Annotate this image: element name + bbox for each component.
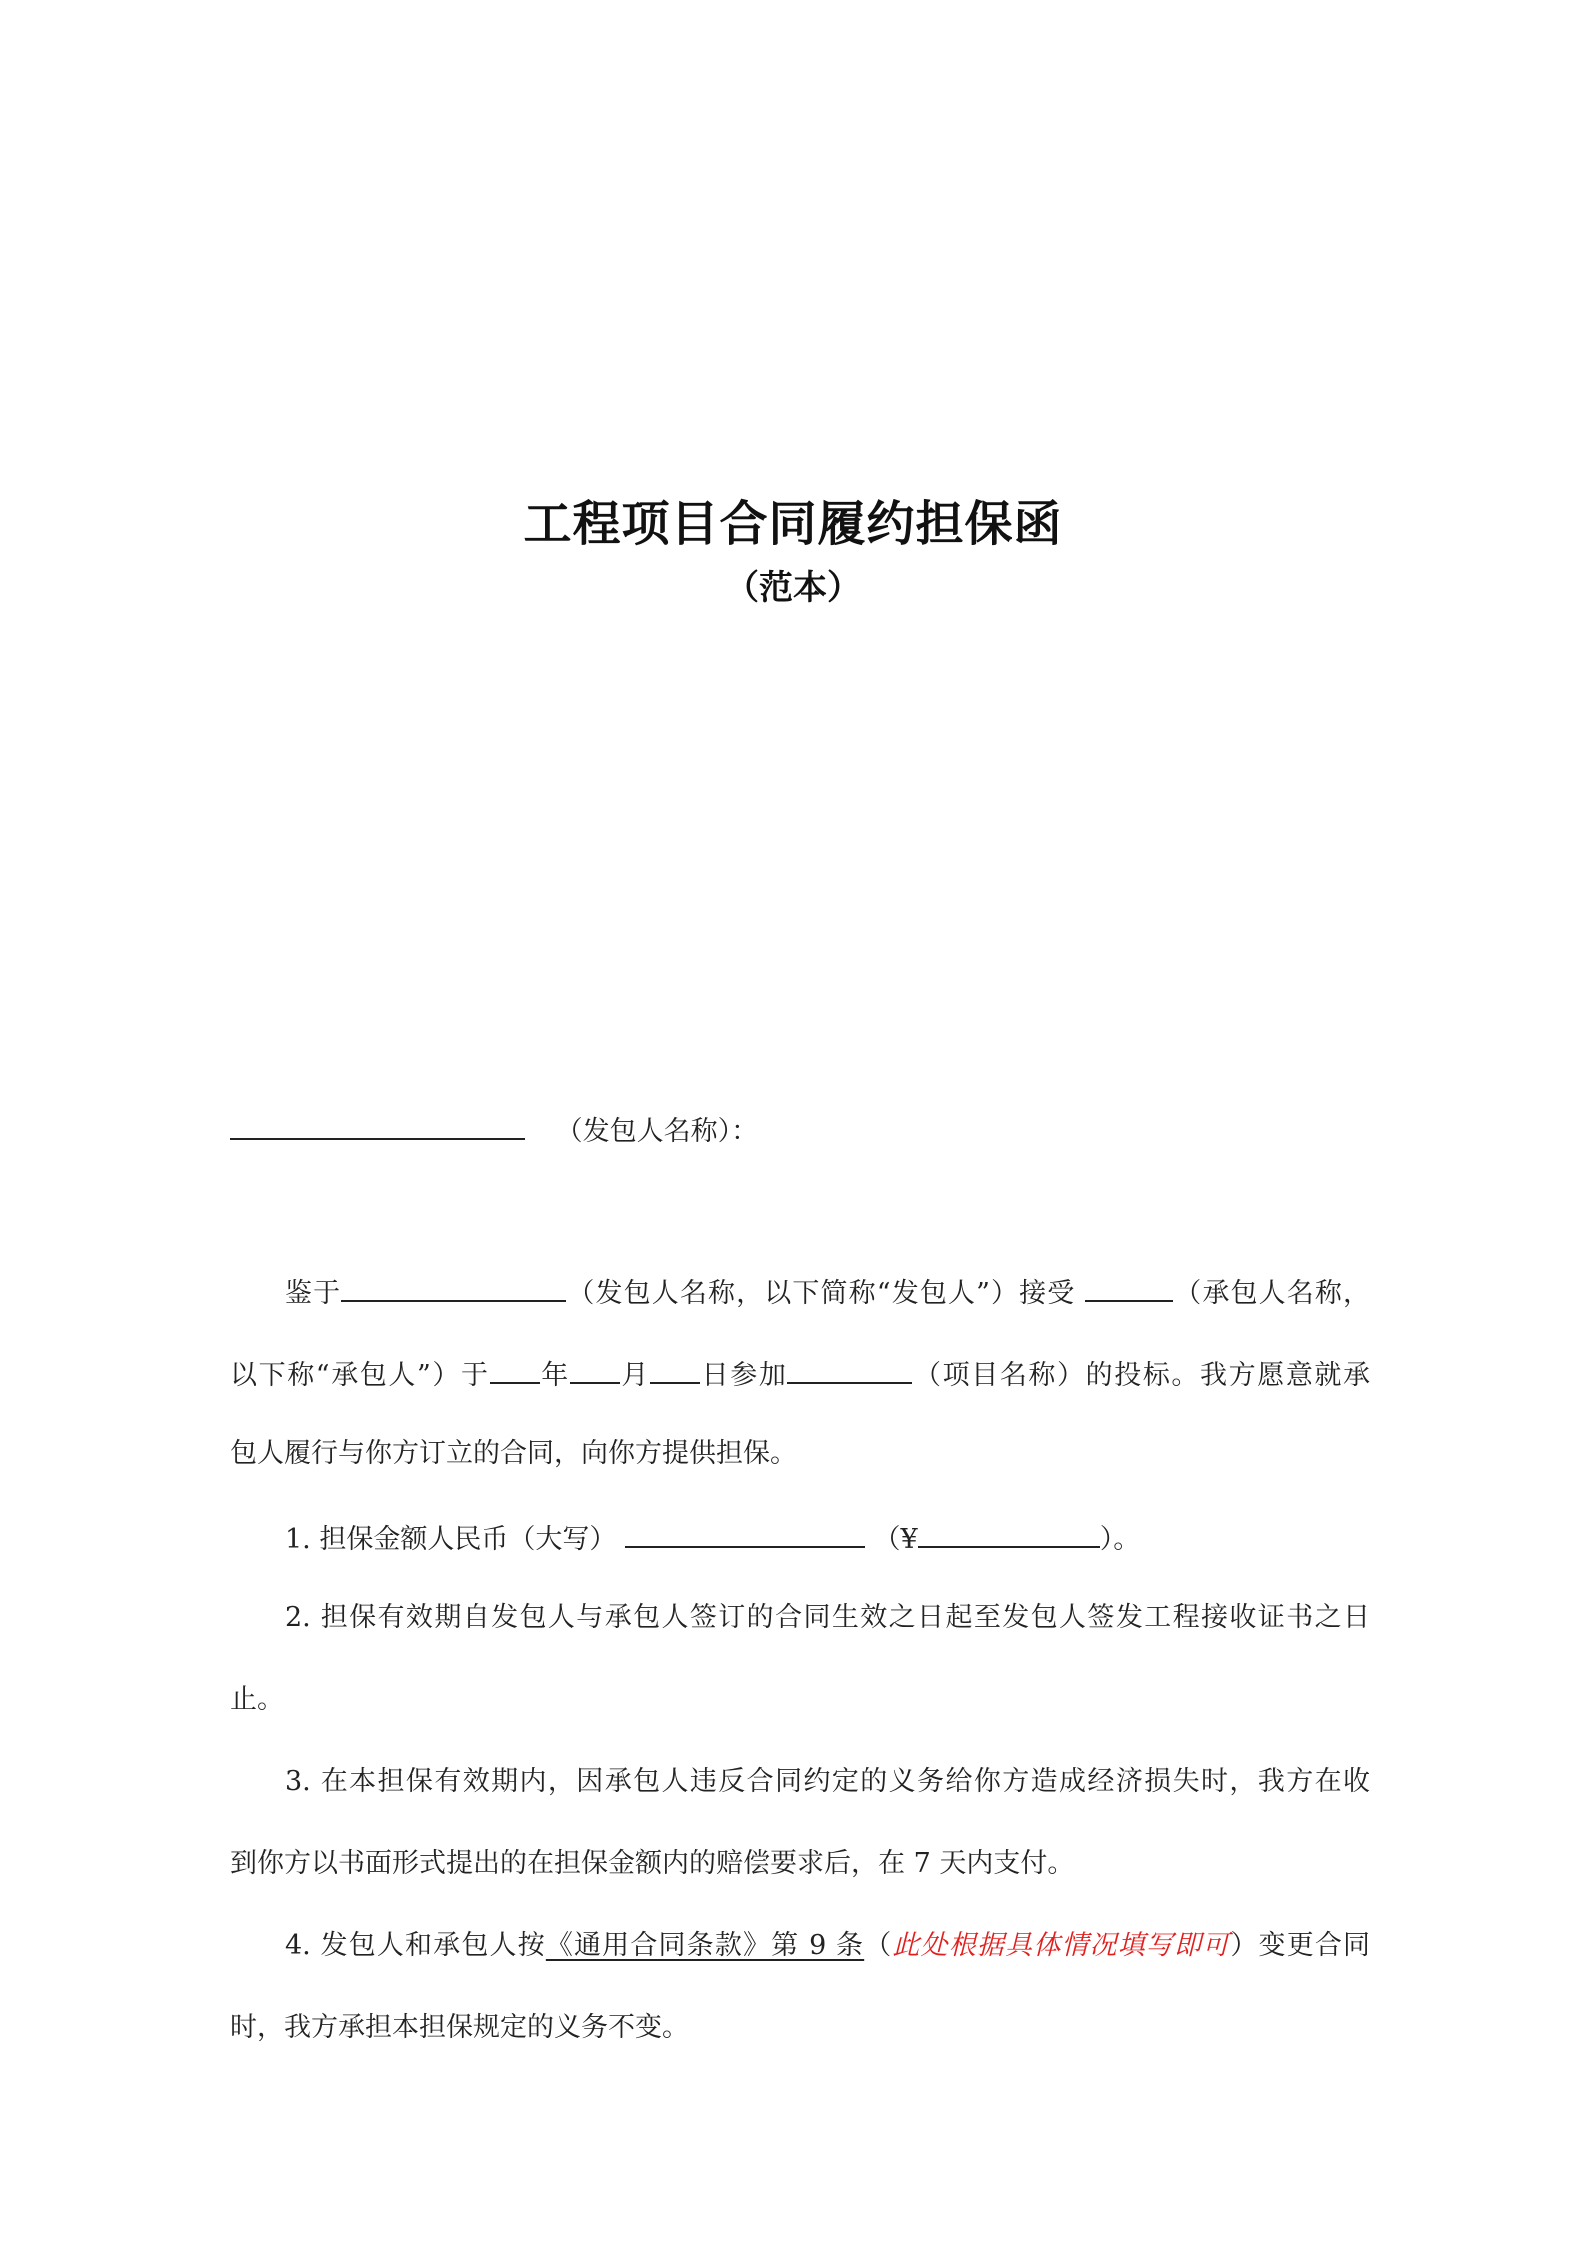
clause-4-prefix: 4. 发包人和承包人按	[285, 1930, 546, 1961]
clause-1-mid: （¥	[873, 1524, 918, 1555]
intro-line-1	[285, 1270, 1370, 1314]
intro-prefix: 鉴于	[285, 1278, 342, 1309]
day-label: 日参加	[700, 1360, 788, 1391]
employer-name-blank[interactable]	[341, 1270, 566, 1302]
clause-2-line-2: 止。	[230, 1684, 284, 1715]
document-subtitle: （范本）	[725, 568, 861, 608]
clause-4-note: 此处根据具体情况填写即可	[892, 1930, 1231, 1961]
clause-4-reference: 《通用合同条款》第 9 条	[545, 1930, 865, 1961]
addressee-line	[230, 1108, 1370, 1152]
intro-line2-start: 以下称“承包人”）于	[230, 1360, 490, 1391]
addressee-blank[interactable]	[230, 1108, 525, 1140]
amount-figures-blank[interactable]	[918, 1516, 1100, 1548]
year-label: 年	[539, 1360, 570, 1391]
addressee-label: （发包人名称）：	[555, 1116, 759, 1147]
month-label: 月	[619, 1360, 651, 1391]
intro-mid3: （项目名称）的投标。我方愿意就承	[912, 1360, 1371, 1391]
intro-line-3: 包人履行与你方订立的合同，向你方提供担保。	[230, 1438, 797, 1469]
day-blank[interactable]	[650, 1352, 700, 1384]
amount-words-blank[interactable]	[625, 1516, 865, 1548]
clause-1	[285, 1516, 1425, 1560]
project-name-blank[interactable]	[787, 1352, 912, 1384]
clause-4-open-paren: （	[864, 1930, 893, 1961]
year-blank[interactable]	[490, 1352, 540, 1384]
intro-line-2	[230, 1352, 1370, 1396]
intro-mid2: （承包人名称，	[1173, 1278, 1371, 1309]
clause-4-close: ）变更合同	[1230, 1930, 1371, 1961]
clause-1-suffix: ）。	[1099, 1524, 1141, 1555]
contractor-name-blank[interactable]	[1085, 1270, 1173, 1302]
clause-2-line-1: 2. 担保有效期自发包人与承包人签订的合同生效之日起至发包人签发工程接收证书之日	[285, 1602, 1370, 1633]
document-title: 工程项目合同履约担保函	[523, 496, 1063, 552]
clause-4-line-2: 时，我方承担本担保规定的义务不变。	[230, 2012, 689, 2043]
clause-4-line-1	[285, 1926, 1370, 1966]
intro-mid1: （发包人名称，以下简称“发包人”）接受	[566, 1278, 1076, 1309]
month-blank[interactable]	[570, 1352, 620, 1384]
clause-3-line-1: 3. 在本担保有效期内，因承包人违反合同约定的义务给你方造成经济损失时，我方在收	[285, 1766, 1370, 1797]
clause-3-line-2: 到你方以书面形式提出的在担保金额内的赔偿要求后，在 7 天内支付。	[230, 1848, 1075, 1879]
clause-1-prefix: 1. 担保金额人民币（大写）	[285, 1524, 617, 1555]
